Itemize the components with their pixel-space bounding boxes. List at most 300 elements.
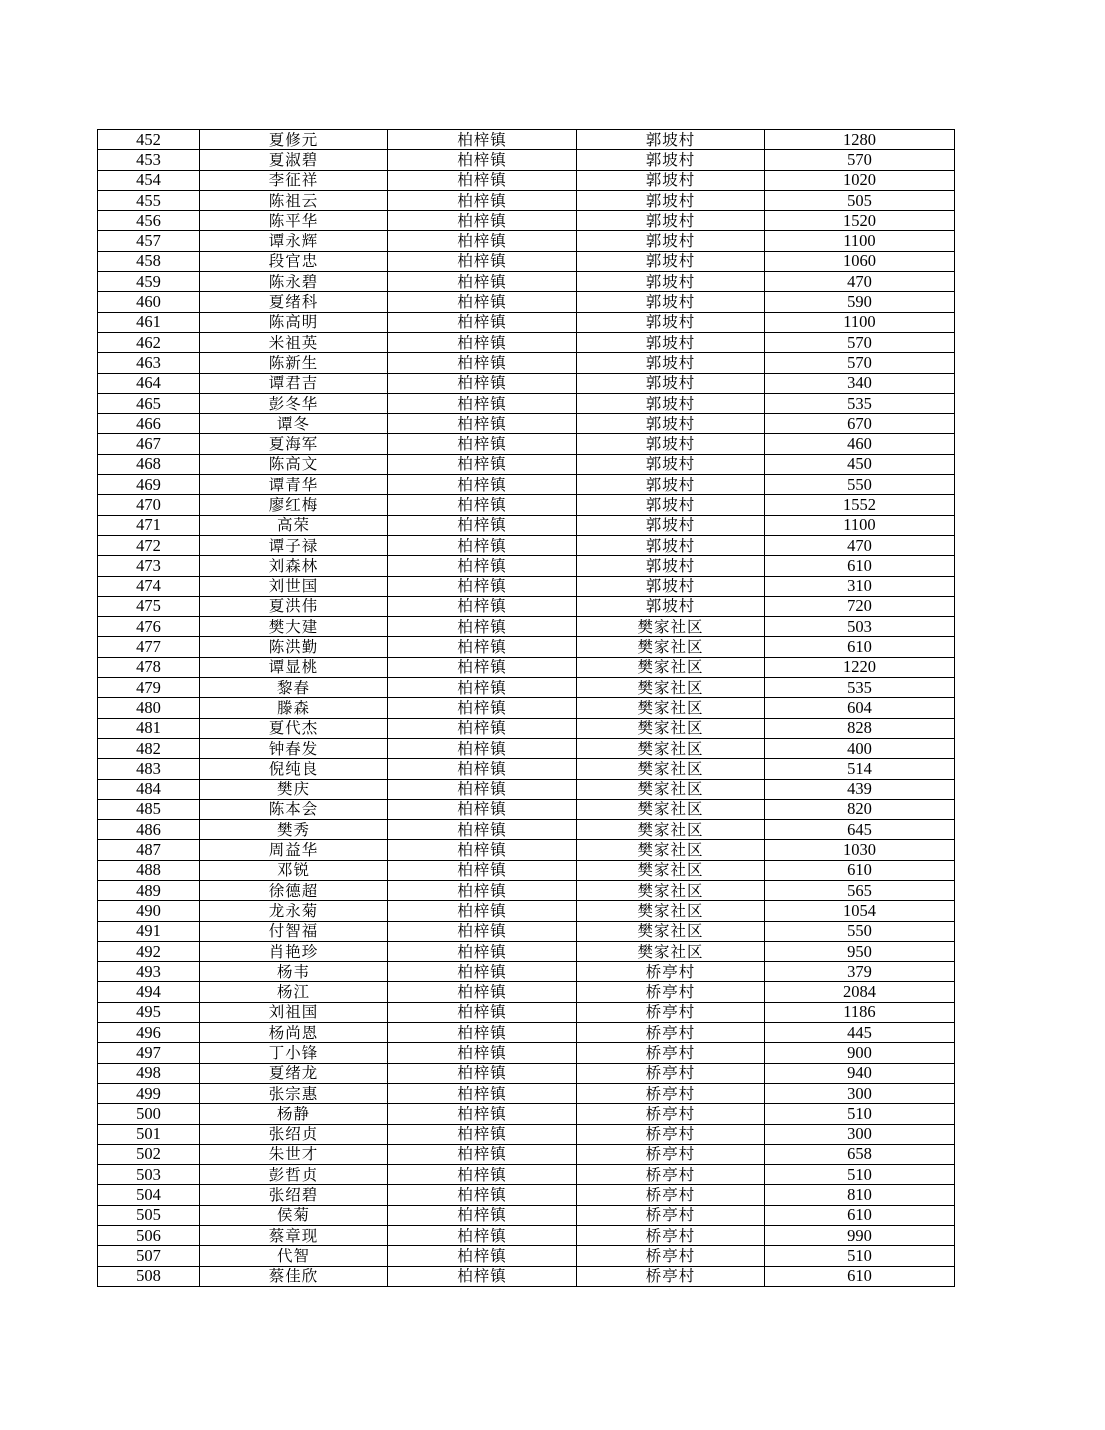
row-number-cell: 462 (98, 332, 200, 352)
table-row (98, 637, 955, 657)
village-cell: 樊家社区 (577, 820, 765, 840)
table-row (98, 1246, 955, 1266)
town-cell: 柏梓镇 (388, 1023, 577, 1043)
table-row (98, 393, 955, 413)
table-body (98, 130, 955, 1287)
town-cell: 柏梓镇 (388, 414, 577, 434)
town-cell: 柏梓镇 (388, 190, 577, 210)
amount-cell: 570 (765, 353, 955, 373)
amount-cell: 940 (765, 1063, 955, 1083)
amount-cell: 445 (765, 1023, 955, 1043)
town-cell: 柏梓镇 (388, 1063, 577, 1083)
row-number-cell: 464 (98, 373, 200, 393)
table-row (98, 799, 955, 819)
row-number-cell: 477 (98, 637, 200, 657)
amount-cell: 1280 (765, 130, 955, 150)
village-cell: 樊家社区 (577, 718, 765, 738)
table-row (98, 211, 955, 231)
row-number-cell: 469 (98, 475, 200, 495)
village-cell: 桥亭村 (577, 1124, 765, 1144)
amount-cell: 510 (765, 1165, 955, 1185)
town-cell: 柏梓镇 (388, 353, 577, 373)
table-row (98, 312, 955, 332)
table-row (98, 130, 955, 150)
row-number-cell: 488 (98, 860, 200, 880)
name-cell: 杨韦 (200, 962, 388, 982)
village-cell: 樊家社区 (577, 698, 765, 718)
table-row (98, 921, 955, 941)
name-cell: 侯菊 (200, 1205, 388, 1225)
row-number-cell: 483 (98, 759, 200, 779)
town-cell: 柏梓镇 (388, 1246, 577, 1266)
table-row (98, 982, 955, 1002)
town-cell: 柏梓镇 (388, 475, 577, 495)
row-number-cell: 501 (98, 1124, 200, 1144)
row-number-cell: 460 (98, 292, 200, 312)
amount-cell: 820 (765, 799, 955, 819)
row-number-cell: 500 (98, 1104, 200, 1124)
row-number-cell: 461 (98, 312, 200, 332)
village-cell: 樊家社区 (577, 840, 765, 860)
row-number-cell: 487 (98, 840, 200, 860)
row-number-cell: 485 (98, 799, 200, 819)
name-cell: 廖红梅 (200, 495, 388, 515)
table-row (98, 251, 955, 271)
village-cell: 樊家社区 (577, 921, 765, 941)
table-row (98, 962, 955, 982)
amount-cell: 1520 (765, 211, 955, 231)
table-row (98, 617, 955, 637)
town-cell: 柏梓镇 (388, 596, 577, 616)
town-cell: 柏梓镇 (388, 840, 577, 860)
row-number-cell: 505 (98, 1205, 200, 1225)
village-cell: 桥亭村 (577, 1226, 765, 1246)
table-row (98, 515, 955, 535)
town-cell: 柏梓镇 (388, 1226, 577, 1246)
row-number-cell: 471 (98, 515, 200, 535)
row-number-cell: 459 (98, 272, 200, 292)
village-cell: 郭坡村 (577, 332, 765, 352)
name-cell: 蔡佳欣 (200, 1266, 388, 1286)
town-cell: 柏梓镇 (388, 373, 577, 393)
village-cell: 樊家社区 (577, 678, 765, 698)
village-cell: 郭坡村 (577, 170, 765, 190)
town-cell: 柏梓镇 (388, 1083, 577, 1103)
name-cell: 谭君吉 (200, 373, 388, 393)
amount-cell: 1054 (765, 901, 955, 921)
name-cell: 陈高明 (200, 312, 388, 332)
table-row (98, 860, 955, 880)
name-cell: 丁小锋 (200, 1043, 388, 1063)
name-cell: 陈祖云 (200, 190, 388, 210)
row-number-cell: 470 (98, 495, 200, 515)
town-cell: 柏梓镇 (388, 637, 577, 657)
name-cell: 彭哲贞 (200, 1165, 388, 1185)
town-cell: 柏梓镇 (388, 312, 577, 332)
row-number-cell: 503 (98, 1165, 200, 1185)
name-cell: 谭子禄 (200, 535, 388, 555)
amount-cell: 990 (765, 1226, 955, 1246)
name-cell: 樊庆 (200, 779, 388, 799)
row-number-cell: 482 (98, 738, 200, 758)
row-number-cell: 467 (98, 434, 200, 454)
table-row (98, 272, 955, 292)
name-cell: 刘祖国 (200, 1002, 388, 1022)
village-cell: 郭坡村 (577, 373, 765, 393)
row-number-cell: 463 (98, 353, 200, 373)
name-cell: 米祖英 (200, 332, 388, 352)
town-cell: 柏梓镇 (388, 251, 577, 271)
name-cell: 夏洪伟 (200, 596, 388, 616)
town-cell: 柏梓镇 (388, 738, 577, 758)
name-cell: 高荣 (200, 515, 388, 535)
name-cell: 陈洪勤 (200, 637, 388, 657)
name-cell: 陈平华 (200, 211, 388, 231)
amount-cell: 570 (765, 332, 955, 352)
amount-cell: 658 (765, 1144, 955, 1164)
amount-cell: 550 (765, 475, 955, 495)
table-row (98, 535, 955, 555)
town-cell: 柏梓镇 (388, 698, 577, 718)
amount-cell: 503 (765, 617, 955, 637)
village-cell: 桥亭村 (577, 1185, 765, 1205)
name-cell: 陈永碧 (200, 272, 388, 292)
town-cell: 柏梓镇 (388, 1144, 577, 1164)
town-cell: 柏梓镇 (388, 901, 577, 921)
town-cell: 柏梓镇 (388, 820, 577, 840)
village-cell: 桥亭村 (577, 1063, 765, 1083)
village-cell: 樊家社区 (577, 657, 765, 677)
town-cell: 柏梓镇 (388, 1002, 577, 1022)
amount-cell: 1100 (765, 515, 955, 535)
town-cell: 柏梓镇 (388, 657, 577, 677)
village-cell: 郭坡村 (577, 576, 765, 596)
amount-cell: 300 (765, 1124, 955, 1144)
amount-cell: 535 (765, 393, 955, 413)
village-cell: 郭坡村 (577, 190, 765, 210)
village-cell: 桥亭村 (577, 1205, 765, 1225)
name-cell: 徐德超 (200, 880, 388, 900)
village-cell: 樊家社区 (577, 759, 765, 779)
amount-cell: 379 (765, 962, 955, 982)
row-number-cell: 484 (98, 779, 200, 799)
town-cell: 柏梓镇 (388, 718, 577, 738)
table-row (98, 170, 955, 190)
village-cell: 樊家社区 (577, 901, 765, 921)
row-number-cell: 475 (98, 596, 200, 616)
village-cell: 郭坡村 (577, 434, 765, 454)
row-number-cell: 473 (98, 556, 200, 576)
table-row (98, 454, 955, 474)
amount-cell: 1100 (765, 231, 955, 251)
row-number-cell: 486 (98, 820, 200, 840)
amount-cell: 310 (765, 576, 955, 596)
town-cell: 柏梓镇 (388, 1165, 577, 1185)
name-cell: 谭青华 (200, 475, 388, 495)
name-cell: 滕森 (200, 698, 388, 718)
town-cell: 柏梓镇 (388, 576, 577, 596)
village-cell: 郭坡村 (577, 251, 765, 271)
row-number-cell: 493 (98, 962, 200, 982)
town-cell: 柏梓镇 (388, 231, 577, 251)
table-row (98, 332, 955, 352)
amount-cell: 505 (765, 190, 955, 210)
amount-cell: 900 (765, 1043, 955, 1063)
village-cell: 郭坡村 (577, 211, 765, 231)
name-cell: 钟春发 (200, 738, 388, 758)
town-cell: 柏梓镇 (388, 272, 577, 292)
name-cell: 谭冬 (200, 414, 388, 434)
village-cell: 郭坡村 (577, 292, 765, 312)
table-row (98, 1205, 955, 1225)
village-cell: 郭坡村 (577, 596, 765, 616)
amount-cell: 340 (765, 373, 955, 393)
town-cell: 柏梓镇 (388, 1043, 577, 1063)
row-number-cell: 497 (98, 1043, 200, 1063)
village-cell: 桥亭村 (577, 1165, 765, 1185)
name-cell: 倪纯良 (200, 759, 388, 779)
row-number-cell: 468 (98, 454, 200, 474)
town-cell: 柏梓镇 (388, 678, 577, 698)
name-cell: 刘森林 (200, 556, 388, 576)
town-cell: 柏梓镇 (388, 941, 577, 961)
table-row (98, 779, 955, 799)
town-cell: 柏梓镇 (388, 170, 577, 190)
town-cell: 柏梓镇 (388, 211, 577, 231)
town-cell: 柏梓镇 (388, 292, 577, 312)
village-cell: 樊家社区 (577, 617, 765, 637)
row-number-cell: 457 (98, 231, 200, 251)
town-cell: 柏梓镇 (388, 860, 577, 880)
amount-cell: 604 (765, 698, 955, 718)
village-cell: 郭坡村 (577, 312, 765, 332)
village-cell: 樊家社区 (577, 738, 765, 758)
name-cell: 刘世国 (200, 576, 388, 596)
village-cell: 桥亭村 (577, 1083, 765, 1103)
table-row (98, 1083, 955, 1103)
village-cell: 樊家社区 (577, 779, 765, 799)
name-cell: 陈新生 (200, 353, 388, 373)
row-number-cell: 480 (98, 698, 200, 718)
table-row (98, 150, 955, 170)
amount-cell: 1186 (765, 1002, 955, 1022)
table-row (98, 941, 955, 961)
village-cell: 樊家社区 (577, 941, 765, 961)
amount-cell: 610 (765, 556, 955, 576)
row-number-cell: 452 (98, 130, 200, 150)
table-row (98, 1104, 955, 1124)
name-cell: 周益华 (200, 840, 388, 860)
village-cell: 郭坡村 (577, 130, 765, 150)
town-cell: 柏梓镇 (388, 1185, 577, 1205)
name-cell: 夏修元 (200, 130, 388, 150)
village-cell: 郭坡村 (577, 515, 765, 535)
name-cell: 夏淑碧 (200, 150, 388, 170)
town-cell: 柏梓镇 (388, 1104, 577, 1124)
town-cell: 柏梓镇 (388, 556, 577, 576)
row-number-cell: 498 (98, 1063, 200, 1083)
name-cell: 朱世才 (200, 1144, 388, 1164)
name-cell: 杨江 (200, 982, 388, 1002)
row-number-cell: 495 (98, 1002, 200, 1022)
name-cell: 彭冬华 (200, 393, 388, 413)
name-cell: 谭显桃 (200, 657, 388, 677)
name-cell: 张宗惠 (200, 1083, 388, 1103)
table-row (98, 820, 955, 840)
name-cell: 张绍贞 (200, 1124, 388, 1144)
name-cell: 夏海军 (200, 434, 388, 454)
amount-cell: 610 (765, 637, 955, 657)
name-cell: 张绍碧 (200, 1185, 388, 1205)
table-row (98, 738, 955, 758)
town-cell: 柏梓镇 (388, 921, 577, 941)
town-cell: 柏梓镇 (388, 759, 577, 779)
village-cell: 樊家社区 (577, 637, 765, 657)
table-row (98, 231, 955, 251)
name-cell: 夏绪科 (200, 292, 388, 312)
table-row (98, 596, 955, 616)
village-cell: 樊家社区 (577, 799, 765, 819)
table-row (98, 475, 955, 495)
row-number-cell: 474 (98, 576, 200, 596)
amount-cell: 810 (765, 1185, 955, 1205)
name-cell: 段官忠 (200, 251, 388, 271)
amount-cell: 950 (765, 941, 955, 961)
town-cell: 柏梓镇 (388, 130, 577, 150)
village-cell: 郭坡村 (577, 535, 765, 555)
row-number-cell: 478 (98, 657, 200, 677)
amount-cell: 565 (765, 880, 955, 900)
table-row (98, 840, 955, 860)
town-cell: 柏梓镇 (388, 880, 577, 900)
amount-cell: 510 (765, 1246, 955, 1266)
table-row (98, 1165, 955, 1185)
table-row (98, 759, 955, 779)
name-cell: 谭永辉 (200, 231, 388, 251)
amount-cell: 400 (765, 738, 955, 758)
town-cell: 柏梓镇 (388, 150, 577, 170)
village-cell: 郭坡村 (577, 353, 765, 373)
name-cell: 付智福 (200, 921, 388, 941)
amount-cell: 1552 (765, 495, 955, 515)
table-row (98, 678, 955, 698)
amount-cell: 1020 (765, 170, 955, 190)
name-cell: 黎春 (200, 678, 388, 698)
amount-cell: 470 (765, 535, 955, 555)
row-number-cell: 465 (98, 393, 200, 413)
row-number-cell: 490 (98, 901, 200, 921)
amount-cell: 720 (765, 596, 955, 616)
town-cell: 柏梓镇 (388, 617, 577, 637)
town-cell: 柏梓镇 (388, 1205, 577, 1225)
name-cell: 夏绪龙 (200, 1063, 388, 1083)
name-cell: 代智 (200, 1246, 388, 1266)
table-row (98, 1226, 955, 1246)
row-number-cell: 506 (98, 1226, 200, 1246)
table-row (98, 1144, 955, 1164)
amount-cell: 1220 (765, 657, 955, 677)
name-cell: 李征祥 (200, 170, 388, 190)
row-number-cell: 472 (98, 535, 200, 555)
amount-cell: 510 (765, 1104, 955, 1124)
data-table (97, 129, 955, 1287)
village-cell: 郭坡村 (577, 475, 765, 495)
row-number-cell: 454 (98, 170, 200, 190)
name-cell: 蔡章现 (200, 1226, 388, 1246)
village-cell: 桥亭村 (577, 1043, 765, 1063)
village-cell: 桥亭村 (577, 1246, 765, 1266)
town-cell: 柏梓镇 (388, 535, 577, 555)
town-cell: 柏梓镇 (388, 982, 577, 1002)
table-row (98, 657, 955, 677)
table-row (98, 353, 955, 373)
table-row (98, 190, 955, 210)
amount-cell: 439 (765, 779, 955, 799)
name-cell: 杨尚恩 (200, 1023, 388, 1043)
amount-cell: 300 (765, 1083, 955, 1103)
table-row (98, 434, 955, 454)
amount-cell: 645 (765, 820, 955, 840)
amount-cell: 610 (765, 1205, 955, 1225)
village-cell: 桥亭村 (577, 1104, 765, 1124)
amount-cell: 514 (765, 759, 955, 779)
amount-cell: 570 (765, 150, 955, 170)
village-cell: 郭坡村 (577, 150, 765, 170)
table-row (98, 576, 955, 596)
row-number-cell: 489 (98, 880, 200, 900)
table-row (98, 1266, 955, 1286)
table-row (98, 414, 955, 434)
name-cell: 陈高文 (200, 454, 388, 474)
row-number-cell: 476 (98, 617, 200, 637)
table-row (98, 901, 955, 921)
village-cell: 郭坡村 (577, 454, 765, 474)
table-row (98, 556, 955, 576)
name-cell: 杨静 (200, 1104, 388, 1124)
amount-cell: 450 (765, 454, 955, 474)
village-cell: 樊家社区 (577, 860, 765, 880)
town-cell: 柏梓镇 (388, 515, 577, 535)
row-number-cell: 492 (98, 941, 200, 961)
town-cell: 柏梓镇 (388, 495, 577, 515)
row-number-cell: 496 (98, 1023, 200, 1043)
village-cell: 郭坡村 (577, 272, 765, 292)
town-cell: 柏梓镇 (388, 962, 577, 982)
village-cell: 郭坡村 (577, 556, 765, 576)
amount-cell: 460 (765, 434, 955, 454)
amount-cell: 828 (765, 718, 955, 738)
row-number-cell: 494 (98, 982, 200, 1002)
row-number-cell: 458 (98, 251, 200, 271)
name-cell: 樊大建 (200, 617, 388, 637)
amount-cell: 550 (765, 921, 955, 941)
town-cell: 柏梓镇 (388, 1266, 577, 1286)
table-row (98, 373, 955, 393)
row-number-cell: 504 (98, 1185, 200, 1205)
table-row (98, 1063, 955, 1083)
row-number-cell: 456 (98, 211, 200, 231)
name-cell: 樊秀 (200, 820, 388, 840)
village-cell: 桥亭村 (577, 1023, 765, 1043)
amount-cell: 590 (765, 292, 955, 312)
village-cell: 郭坡村 (577, 231, 765, 251)
row-number-cell: 491 (98, 921, 200, 941)
village-cell: 郭坡村 (577, 414, 765, 434)
name-cell: 龙永菊 (200, 901, 388, 921)
village-cell: 桥亭村 (577, 1144, 765, 1164)
table-row (98, 698, 955, 718)
amount-cell: 470 (765, 272, 955, 292)
